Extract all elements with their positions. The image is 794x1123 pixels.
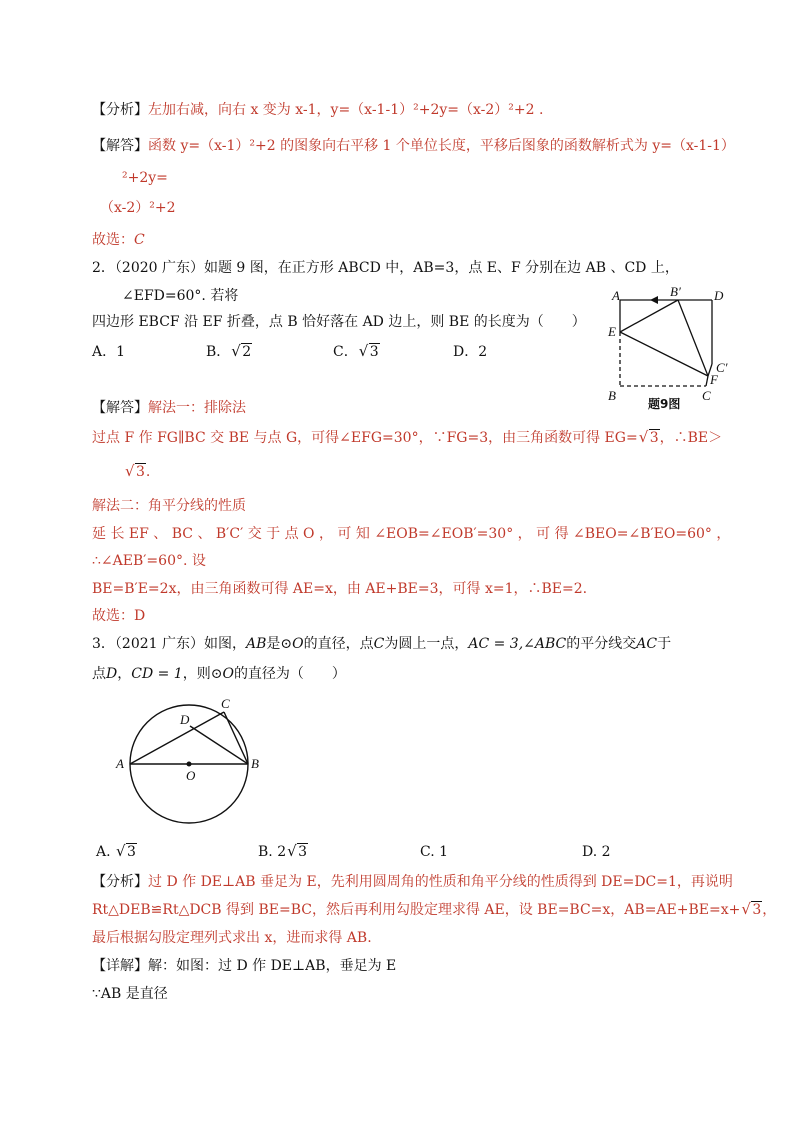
solution-2-m1-cont: √ 3. bbox=[124, 462, 150, 482]
sqrt-symbol: √ 3 bbox=[742, 900, 762, 920]
sqrt-symbol: √ 3 bbox=[117, 842, 137, 862]
fig3-label-o: O bbox=[186, 768, 196, 783]
q2-option-a: A．1 bbox=[92, 344, 126, 360]
choice-value: C bbox=[134, 232, 145, 248]
solution-2-header: 【解答】解法一：排除法 bbox=[92, 400, 246, 416]
analysis-3-line2: Rt△DEB≌Rt△DCB 得到 BE=BC，然后再利用勾股定理求得 AE，设 BE=BC=x，AB=AE+BE=x+√ 3， bbox=[92, 900, 776, 920]
answer-1-line2: ²+2y= bbox=[122, 170, 168, 186]
q2-line3: 四边形 EBCF 沿 EF 折叠，点 B 恰好落在 AD 边上，则 BE 的长度为（ ） bbox=[92, 314, 586, 330]
analysis-tag: 【分析】 bbox=[92, 102, 148, 118]
answer-tag: 【解答】 bbox=[92, 138, 148, 154]
solution-2-m2-line3: BE=B′E=2x，由三角函数可得 AE=x，由 AE+BE=3，可得 x=1，∴BE=2. bbox=[92, 581, 588, 597]
detail-3-line2: ∵AB 是直径 bbox=[92, 986, 168, 1002]
figure-circle bbox=[110, 694, 270, 844]
sqrt-symbol: √ 3 bbox=[360, 342, 380, 362]
fig9-label-a: A bbox=[612, 288, 620, 303]
sqrt-symbol: √ 2 bbox=[232, 342, 252, 362]
solution-2-m1-text: 过点 F 作 FG∥BC 交 BE 与点 G，可得∠EFG=30°，∵FG=3，由三角函数可得 EG=√ 3，∴BE＞ bbox=[92, 428, 722, 448]
fig9-label-c: C bbox=[702, 388, 711, 403]
q3-line2: 点D，CD = 1，则⊙O的直径为（ ） bbox=[92, 666, 346, 682]
fig9-caption: 题9图 bbox=[648, 397, 681, 411]
q3-option-c: C. 1 bbox=[420, 844, 449, 860]
choice-2: 故选：D bbox=[92, 608, 146, 624]
q2-option-c: C．√ 3 bbox=[333, 342, 380, 362]
analysis-3-line1: 【分析】过 D 作 DE⊥AB 垂足为 E，先利用圆周角的性质和角平分线的性质得到 DE=DC=1，再说明 bbox=[92, 874, 733, 890]
fig9-label-b: B bbox=[608, 388, 616, 403]
choice-1 bbox=[92, 230, 145, 250]
q2-line1: 2．（2020 广东）如题 9 图，在正方形 ABCD 中，AB=3，点 E、F 分别在边 AB 、CD 上， bbox=[92, 260, 679, 276]
detail-3-line1: 【详解】解：如图：过 D 作 DE⊥AB，垂足为 E bbox=[92, 958, 397, 974]
fig9-label-f: F bbox=[710, 372, 718, 387]
analysis-3-line3: 最后根据勾股定理列式求出 x，进而求得 AB. bbox=[92, 930, 372, 946]
solution-2-m2-line2: ∴∠AEB′=60°. 设 bbox=[92, 553, 206, 569]
fig3-label-d: D bbox=[180, 712, 190, 727]
sqrt-symbol: √ 3 bbox=[640, 428, 660, 448]
analysis-1 bbox=[92, 100, 543, 120]
q3-option-d: D. 2 bbox=[582, 844, 611, 860]
solution-2-m2-line1: 延 长 EF 、 BC 、 B′C′ 交 于 点 O ， 可 知 ∠EOB=∠EOB′=30° ， 可 得 ∠BEO=∠B′EO=60° ， bbox=[92, 526, 731, 542]
answer-text: 函数 y=（x-1）²+2 的图象向右平移 1 个单位长度，平移后图象的函数解析式为 y=（x-1-1） bbox=[148, 138, 735, 154]
q2-option-b: B．√ 2 bbox=[206, 342, 252, 362]
sqrt-symbol: √ 3 bbox=[126, 462, 146, 482]
sqrt-symbol: √ 3 bbox=[288, 842, 308, 862]
q3-option-b: B. 2√ 3 bbox=[258, 842, 308, 862]
fig3-label-b: B bbox=[251, 756, 259, 771]
fig3-label-a: A bbox=[116, 756, 124, 771]
fig9-label-b-prime: B′ bbox=[670, 284, 681, 299]
q3-option-a: A. √ 3 bbox=[96, 842, 137, 862]
fig3-label-c: C bbox=[221, 696, 230, 711]
figure-9 bbox=[598, 280, 748, 420]
fig9-label-d: D bbox=[714, 288, 724, 303]
q2-option-d: D．2 bbox=[453, 344, 488, 360]
answer-1-line3: （x-2）²+2 bbox=[100, 200, 176, 216]
answer-1-line1 bbox=[92, 136, 735, 156]
choice-prefix: 故选： bbox=[92, 232, 134, 248]
fig9-label-e: E bbox=[608, 324, 616, 339]
analysis-text: 左加右减，向右 x 变为 x-1，y=（x-1-1）²+2y=（x-2）²+2 . bbox=[148, 102, 544, 118]
solution-2-m2-title: 解法二：角平分线的性质 bbox=[92, 498, 246, 514]
q3-line1: 3．（2021 广东）如图，AB是⊙O的直径，点C为圆上一点，AC = 3,∠ABC的平分线交AC于 bbox=[92, 636, 672, 652]
q2-line2: ∠EFD=60°. 若将 bbox=[122, 288, 239, 304]
fig9-label-c-prime: C′ bbox=[716, 360, 728, 375]
